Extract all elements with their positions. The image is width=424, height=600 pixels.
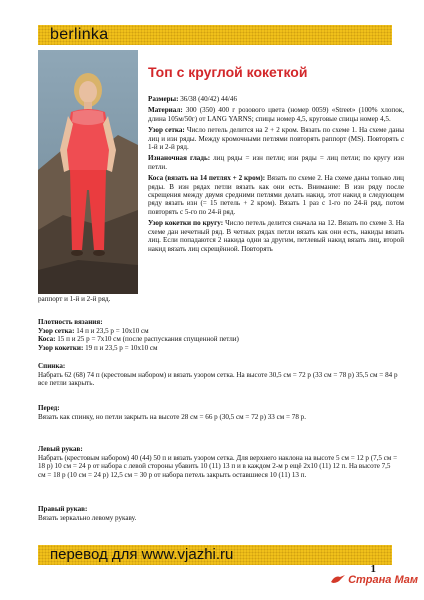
site-watermark: Страна Мам — [330, 573, 418, 586]
front-heading: Перед: — [38, 404, 60, 412]
intro-tail: раппорт и 1-й и 2-й ряд. — [38, 295, 111, 303]
density-row: Узор сетка: 14 п и 23,5 р = 10х10 см — [38, 326, 149, 335]
right-sleeve-section — [38, 505, 398, 522]
left-sleeve-section — [38, 445, 398, 479]
density-row: Коса: 15 п и 25 р = 7х10 см (после распускания спущенной петли) — [38, 335, 239, 344]
right-sleeve-heading: Правый рукав: — [38, 505, 88, 513]
density-row: Узор кокетки: 19 п и 23,5 р = 10х10 см — [38, 343, 158, 352]
cable-paragraph: Коса (вязать на 14 петлях + 2 кром): Вязать по схеме 2. На схеме даны только лиц ряды. В изн рядах петли вязать как они есть. Внимание: В изн ряду после скрещения между двумя средними петлями делать накид, этот накид в следующем ряду вязать изн (= 15 петель + 2 кром). Вязать 1 раз с 1-го по 24-й ряд, потом повторять с 5-го по 24-й ряд. — [148, 174, 404, 216]
front-section — [38, 404, 398, 421]
header-band — [38, 25, 392, 45]
left-sleeve-heading: Левый рукав: — [38, 445, 83, 453]
back-section — [38, 362, 398, 388]
right-sleeve-text: Вязать зеркально левому рукаву. — [38, 513, 137, 522]
footer-band — [38, 545, 392, 565]
yoke-pattern-paragraph: Узор кокетки по кругу: Число петель делится сначала на 12. Вязать по схеме 3. На схеме дан нечетный ряд. В четных рядах петли вязать как они есть, накиды вязать лиц. Если попадаются 2 накида одни за другим, петлевый накид вязать лиц, второй накид вязать лиц скрещённой. Повторять — [148, 219, 404, 253]
intro-column — [148, 95, 404, 256]
brand-name: berlinka — [50, 26, 109, 43]
back-text: Набрать 62 (68) 74 п (крестовым набором) и вязать узором сетка. На высоте 30,5 см = 72 р (33 см = 78 р) 35,5 см = 84 р все петли закрыть. — [38, 370, 398, 388]
pattern-title: Топ с круглой кокеткой — [148, 64, 308, 80]
page-number: 1 — [370, 563, 376, 575]
material-paragraph: Материал: 300 (350) 400 г розового цвета (номер 0059) «Street» (100% хлопок, длина 105м/50г) от LANG YARNS; спицы номер 4,5, круговые спицы номер 4,5. — [148, 106, 404, 123]
left-sleeve-text: Набрать (крестовым набором) 40 (44) 50 п и вязать узором сетка. Для верхнего наклона на высоте 5 см = 12 р (7,5 см = 18 р) 10 см = 24 р от набора с левой стороны убавить 10 (11) 13 п и в каждом 2-м р ещё 2х10 (11) 12 п. На высоте 7,5 см = 18 р (10 см = 24 р) 12,5 см = 30 р от набора петель закрыть оставшиеся 10 (11) 13 п. — [38, 453, 398, 479]
stork-icon — [330, 573, 346, 585]
density-section — [38, 318, 398, 352]
mesh-pattern-paragraph: Узор сетка: Число петель делится на 2 + 2 кром. Вязать по схеме 1. На схеме даны лиц и изн ряды. Между кромочными петлями повторять раппорт (MS). Повторять с 1-й и 2-й ряд. — [148, 126, 404, 152]
sizes-paragraph: Размеры: 36/38 (40/42) 44/46 — [148, 95, 237, 103]
back-heading: Спинка: — [38, 362, 66, 370]
model-photo — [38, 50, 138, 294]
footer-link-text[interactable]: перевод для www.vjazhi.ru — [50, 546, 234, 563]
reverse-stockinette-paragraph: Изнаночная гладь: лиц ряды = изн петли; изн ряды = лиц петли; по кругу изн петли. — [148, 154, 404, 171]
front-text: Вязать как спинку, но петли закрыть на высоте 28 см = 66 р (30,5 см = 72 р) 33 см = 78 р. — [38, 412, 306, 421]
density-heading: Плотность вязания: — [38, 318, 103, 326]
